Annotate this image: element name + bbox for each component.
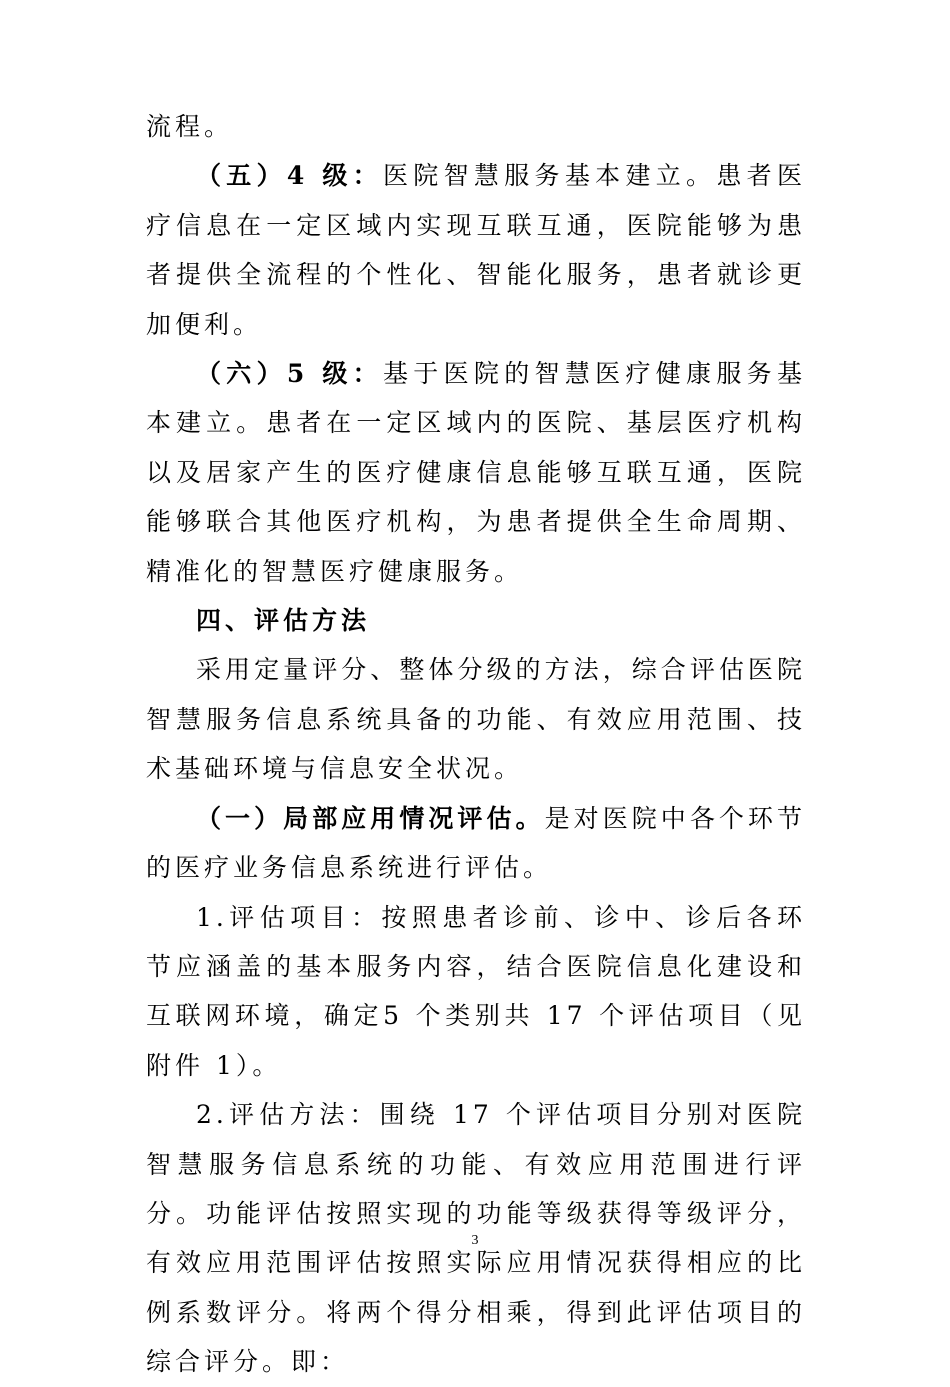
paragraph-evaluation-method: 2.评估方法：围绕 17 个评估项目分别对医院智慧服务信息系统的功能、有效应用范围进行评分。功能评估按照实现的功能等级获得等级评分，有效应用范围评估按照实际应用情况获得相应的比例系数评分。将两个得分相乘，得到此评估项目的综合评分。即： [146,1100,806,1377]
document-body [146,102,806,1387]
paragraph-lead: （六）5 级： [196,359,383,389]
paragraph-lead: （五）4 级： [196,161,383,191]
section-heading: 四、评估方法 [196,606,371,636]
paragraph-continuation: 流程。 [146,112,234,141]
paragraph-body: 基于医院的智慧医疗健康服务基本建立。患者在一定区域内的医院、基层医疗机构以及居家产生的医疗健康信息能够互联互通，医院能够联合其他医疗机构，为患者提供全生命周期、精准化的智慧医疗健康服务。 [146,359,806,586]
paragraph-body: 是对医院中各个环节的医疗业务信息系统进行评估。 [146,803,806,883]
paragraph-level-5 [146,349,806,596]
paragraph-lead: （一）局部应用情况评估。 [196,803,545,833]
page-number: 3 [471,1233,479,1248]
paragraph-body: 医院智慧服务基本建立。患者医疗信息在一定区域内实现互联互通，医院能够为患者提供全流程的个性化、智能化服务，患者就诊更加便利。 [146,161,806,339]
paragraph-level-4 [146,151,806,349]
paragraph-local-evaluation [146,794,806,893]
paragraph-evaluation-items: 1.评估项目：按照患者诊前、诊中、诊后各环节应涵盖的基本服务内容，结合医院信息化建设和互联网环境，确定5 个类别共 17 个评估项目（见附件 1）。 [146,902,806,1080]
paragraph-method-overview: 采用定量评分、整体分级的方法，综合评估医院智慧服务信息系统具备的功能、有效应用范围、技术基础环境与信息安全状况。 [146,655,806,784]
